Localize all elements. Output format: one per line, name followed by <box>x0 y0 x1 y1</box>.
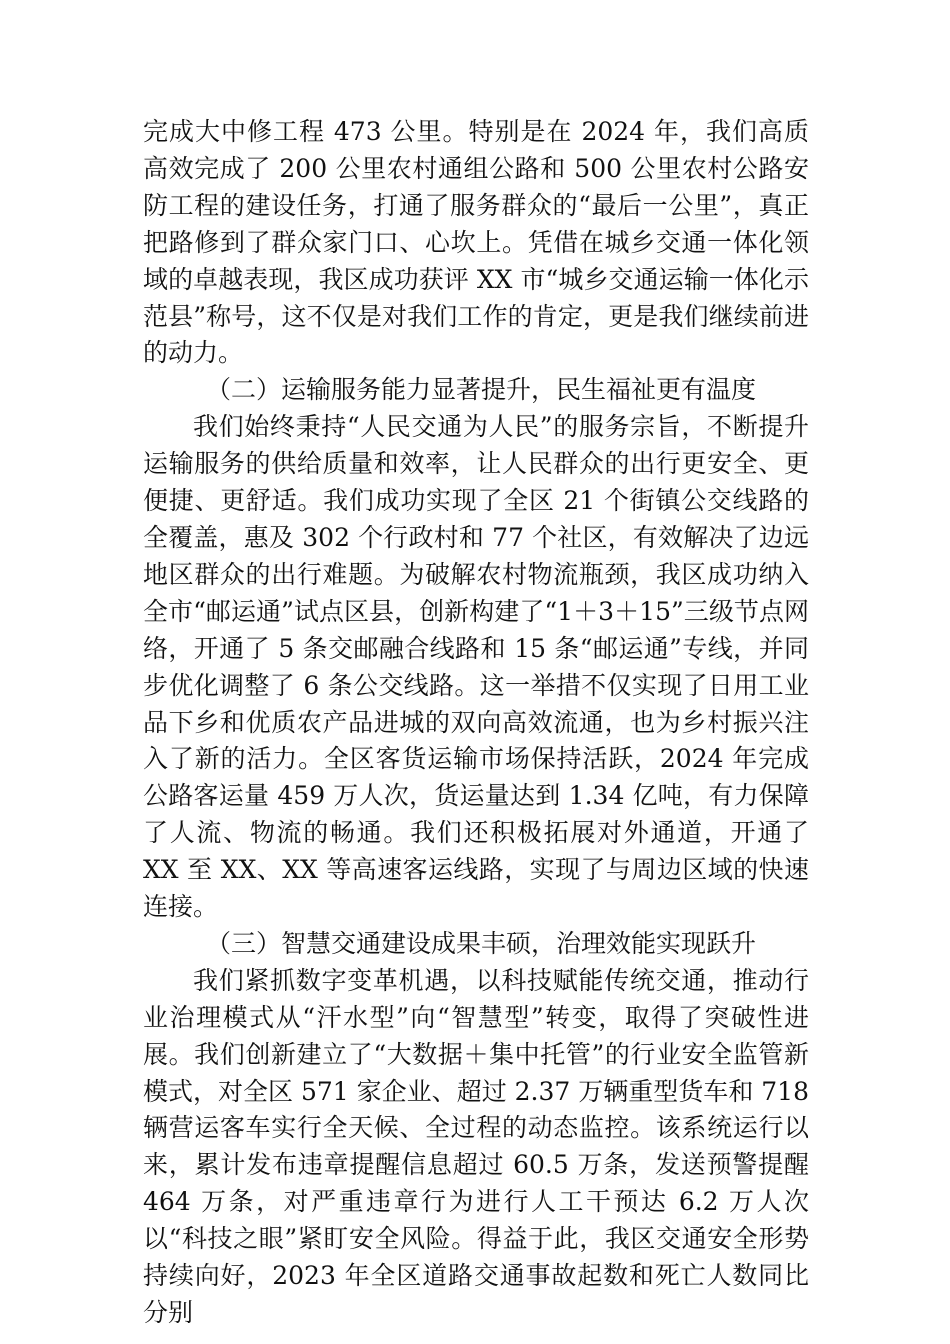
paragraph-continued: 完成大中修工程 473 公里。特别是在 2024 年，我们高质高效完成了 200 公里农村通组公路和 500 公里农村公路安防工程的建设任务，打通了服务群众的“最后一公里”，真正把路修到了群众家门口、心坎上。凭借在城乡交通一体化领域的卓越表现，我区成功获评 XX 市“城乡交通运输一体化示范县”称号，这不仅是对我们工作的肯定，更是我们继续前进的动力。 <box>143 117 809 368</box>
section-heading-2: （二）运输服务能力显著提升，民生福祉更有温度 <box>206 375 757 405</box>
section-heading-3: （三）智慧交通建设成果丰硕，治理效能实现跃升 <box>206 928 757 958</box>
paragraph-smart-transport: 我们紧抓数字变革机遇，以科技赋能传统交通，推动行业治理模式从“汗水型”向“智慧型”转变，取得了突破性进展。我们创新建立了“大数据＋集中托管”的行业安全监管新模式，对全区 571 家企业、超过 2.37 万辆重型货车和 718 辆营运客车实行全天候、全过程的动态监控。该系统运行以来，累计发布违章提醒信息超过 60.5 万条，发送预警提醒 464 万条，对严重违章行为进行人工干预达 6.2 万人次以“科技之眼”紧盯安全风险。得益于此，我区交通安全形势持续向好，2023 年全区道路交通事故起数和死亡人数同比分别 <box>143 965 809 1327</box>
document-page <box>143 114 809 1332</box>
paragraph-transport-services: 我们始终秉持“人民交通为人民”的服务宗旨，不断提升运输服务的供给质量和效率，让人民群众的出行更安全、更便捷、更舒适。我们成功实现了全区 21 个街镇公交线路的全覆盖，惠及 302 个行政村和 77 个社区，有效解决了边远地区群众的出行难题。为破解农村物流瓶颈，我区成功纳入全市“邮运通”试点区县，创新构建了“1＋3＋15”三级节点网络，开通了 5 条交邮融合线路和 15 条“邮运通”专线，并同步优化调整了 6 条公交线路。这一举措不仅实现了日用工业品下乡和优质农产品进城的双向高效流通，也为乡村振兴注入了新的活力。全区客货运输市场保持活跃，2024 年完成公路客运量 459 万人次，货运量达到 1.34 亿吨，有力保障了人流、物流的畅通。我们还积极拓展对外通道，开通了 XX 至 XX、XX 等高速客运线路，实现了与周边区域的快速连接。 <box>143 412 809 922</box>
